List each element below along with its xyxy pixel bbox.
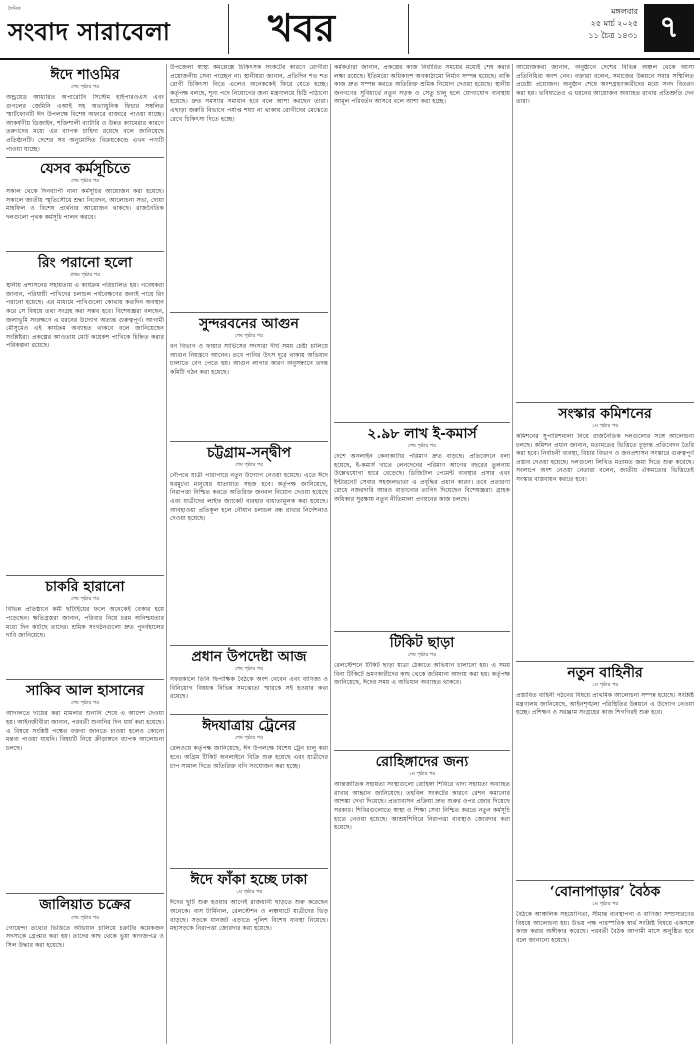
article [170, 445, 328, 642]
continuation-note: ১ম পৃষ্ঠার পর [408, 771, 436, 778]
divider [516, 402, 694, 403]
divider [170, 868, 328, 869]
continuation-note: শেষ পৃষ্ঠার পর [71, 700, 99, 707]
continuation-note: শেষ পৃষ্ঠার পর [408, 443, 436, 450]
article-body: গোয়েন্দা তথ্যের ভিত্তিতে অভিযান চালিয়ে চক্রটির কয়েকজন সদস্যকে গ্রেপ্তার করা হয়। তাদের কাছ থেকে ভুয়া কাগজপত্র ও সিল উদ্ধার করা হয়েছে। [6, 924, 164, 949]
continuation-note: শেষ পৃষ্ঠার পর [235, 333, 263, 340]
column-rule [330, 64, 331, 1044]
headline: ‘বোনাপাড়ার’ বৈঠক [549, 884, 661, 901]
divider [170, 714, 328, 715]
date-bn: ১১ চৈত্র ১৪৩১ [588, 31, 638, 40]
column-3 [334, 64, 510, 1044]
divider [6, 893, 164, 894]
divider [6, 157, 164, 158]
continuation-note: শেষ পৃষ্ঠার পর [235, 462, 263, 469]
continuation-note: ১ম পৃষ্ঠার পর [591, 901, 619, 908]
article-body: অন্ড্রয়েড আধারিত অপারেটিং সিস্টেম হাইপারওএস এবং গুগলের জেমিনি এআই সহ অত্যাধুনিক ফিচার সম্বলিত স্মার্টফোনটি ঈদ উপলক্ষে বিশেষ অফারে বাজারে পাওয়া যাচ্ছে। আকর্ষণীয় ডিজাইন, শক্তিশালী ব্যাটারি ও উন্নত ক্যামেরার কারণে তরুণদের মধ্যে এর ব্যাপক চাহিদা রয়েছে বলে জানিয়েছে প্রতিষ্ঠানটি। দেশের সব অনুমোদিত বিক্রয়কেন্দ্রে এখন পণ্যটি পাওয়া যাচ্ছে। [6, 94, 164, 153]
divider [170, 441, 328, 442]
continuation-note: শেষ পৃষ্ঠার পর [235, 735, 263, 742]
headline: চাকরি হারানো [45, 579, 125, 596]
divider [516, 880, 694, 881]
article-body: বৈঠকে আঞ্চলিক সহযোগিতা, সীমান্ত ব্যবস্থাপনা ও বাণিজ্য সম্প্রসারণের বিষয়ে আলোচনা হয়। উভয় পক্ষ পারস্পরিক স্বার্থ সংশ্লিষ্ট বিষয়ে একসঙ্গে কাজ করার অঙ্গীকার করেছে। পরবর্তী বৈঠক আগামী মাসে অনুষ্ঠিত হবে বলে জানানো হয়েছে। [516, 911, 694, 945]
article-body: আয়োজকরা জানান, অনুষ্ঠানে দেশের বিভিন্ন অঞ্চল থেকে আসা প্রতিনিধিরা অংশ নেন। বক্তারা বলেন, সমাজের উন্নয়নে সবার সম্মিলিত প্রচেষ্টা প্রয়োজন। অনুষ্ঠান শেষে অংশগ্রহণকারীদের মধ্যে সনদ বিতরণ করা হয়। ভবিষ্যতেও এ ধরনের আয়োজন অব্যাহত রাখার প্রতিশ্রুতি দেন তারা। [516, 64, 694, 106]
paper-tag: দৈনিক [8, 6, 21, 12]
article-body: প্রস্তাবিত বাহিনী গঠনের বিষয়ে প্রাথমিক আলোচনা সম্পন্ন হয়েছে। সংশ্লিষ্ট মন্ত্রণালয় জানিয়েছে, আইনশৃঙ্খলা পরিস্থিতির উন্নয়নে এ উদ্যোগ নেওয়া হচ্ছে। প্রশিক্ষণ ও সরঞ্জাম সংগ্রহের কাজ শিগগিরই শুরু হবে। [516, 692, 694, 717]
continuation-note: শেষ পৃষ্ঠার পর [408, 652, 436, 659]
continuation-note: শেষ পৃষ্ঠার পর [71, 914, 99, 921]
dateline [478, 6, 638, 42]
column-2 [170, 64, 328, 1044]
article [334, 64, 510, 419]
article [6, 67, 164, 154]
article [170, 718, 328, 865]
headline: ঈদে শাওমির [50, 67, 120, 83]
divider [334, 750, 510, 751]
headline: ঈদযাত্রায় ট্রেনের [202, 718, 296, 735]
article [516, 884, 694, 1044]
column-4 [516, 64, 694, 1044]
article-body: বিভিন্ন প্রতিষ্ঠানে কর্মী ছাঁটাইয়ের ফলে অনেকেই বেকার হয়ে পড়েছেন। ক্ষতিগ্রস্তরা জানান, পরিবার নিয়ে চরম অনিশ্চয়তার মধ্যে দিন কাটছে তাদের। শ্রমিক সংগঠনগুলো দ্রুত পুনর্বহালের দাবি জানিয়েছে। [6, 606, 164, 640]
article [334, 426, 510, 628]
article [516, 406, 694, 658]
continuation-note: শেষ পৃষ্ঠার পর [71, 84, 99, 91]
article-body: উপজেলা স্বাস্থ্য কমপ্লেক্সে চিকিৎসক সংকটের কারণে রোগীরা প্রয়োজনীয় সেবা পাচ্ছেন না। স্থানীয়রা জানান, প্রতিদিন শত শত রোগী চিকিৎসা নিতে এলেও অনেককেই ফিরে যেতে হচ্ছে। কর্তৃপক্ষ বলছে, শূন্য পদে নিয়োগের জন্য মন্ত্রণালয়ে চিঠি পাঠানো হয়েছে। দ্রুত সমস্যার সমাধান হবে বলে আশা করছেন তারা। এছাড়া জরুরি বিভাগে পর্যাপ্ত শয্যা না থাকায় রোগীদের মেঝেতে রেখে চিকিৎসা দিতে হচ্ছে। [170, 64, 328, 123]
article-body: কমিশনের সুপারিশমালা নিয়ে রাজনৈতিক দলগুলোর সঙ্গে আলোচনা চলছে। কমিশন প্রধান জানান, মতামতের ভিত্তিতে চূড়ান্ত প্রতিবেদন তৈরি করা হবে। নির্বাচনী ব্যবস্থা, বিচার বিভাগ ও জনপ্রশাসন সংস্কারে গুরুত্বপূর্ণ প্রস্তাব দেওয়া হয়েছে। দলগুলো লিখিত মতামত জমা দিতে শুরু করেছে। সংলাপে অংশ নেওয়া নেতারা বলেন, জাতীয় ঐকমত্যের ভিত্তিতেই সংস্কার বাস্তবায়ন করতে হবে। [516, 433, 694, 484]
headline: সুন্দরবনের আগুন [199, 316, 299, 332]
article [6, 161, 164, 248]
divider [516, 661, 694, 662]
article-body: কর্মকর্তারা জানান, প্রকল্পের কাজ নির্ধারিত সময়ের মধ্যেই শেষ করার লক্ষ্য রয়েছে। ইতিমধ্যে অধিকাংশ অবকাঠামো নির্মাণ সম্পন্ন হয়েছে। বাকি কাজ দ্রুত সম্পন্ন করতে অতিরিক্ত শ্রমিক নিয়োগ দেওয়া হয়েছে। স্থানীয় জনগণের সুবিধার্থে নতুন সড়ক ও সেতু চালু হলে যোগাযোগ ব্যবস্থায় আমূল পরিবর্তন আসবে বলে আশা করা হচ্ছে। [334, 64, 510, 106]
continuation-note: শেষ পৃষ্ঠার পর [71, 596, 99, 603]
divider [334, 422, 510, 423]
article-body: রেলওয়ে কর্তৃপক্ষ জানিয়েছে, ঈদ উপলক্ষে বিশেষ ট্রেন চালু করা হবে। অগ্রিম টিকিট অনলাইনে বিক্রি শুরু হয়েছে এবং যাত্রীদের চাপ সামাল দিতে অতিরিক্ত বগি সংযোজন করা হচ্ছে। [170, 745, 328, 770]
article [6, 897, 164, 984]
continuation-note: শেষ পৃষ্ঠার পর [71, 178, 99, 185]
masthead-divider [228, 4, 229, 54]
column-rule [512, 64, 513, 1044]
continuation-note: ১ম পৃষ্ঠার পর [591, 423, 619, 430]
column-rule [166, 64, 167, 1044]
article-body: সকাল থেকে দিনব্যাপী নানা কর্মসূচির আয়োজন করা হয়েছে। সকালে জাতীয় স্মৃতিসৌধে শ্রদ্ধা নিবেদন, আলোচনা সভা, দোয়া মাহফিল ও বিশেষ প্রার্থনার আয়োজন থাকছে। রাজনৈতিক দলগুলো পৃথক কর্মসূচি পালন করবে। [6, 188, 164, 221]
article-body: আন্তর্জাতিক সহায়তা সংস্থাগুলো রোহিঙ্গা শিবিরে খাদ্য সহায়তা অব্যাহত রাখার আহ্বান জানিয়েছে। তহবিল সংকটের কারণে রেশন কমানোর আশঙ্কা দেখা দিয়েছে। প্রত্যাবাসন প্রক্রিয়া দ্রুত শুরুর ওপর জোর দিয়েছে সরকার। শিবিরগুলোতে স্বাস্থ্য ও শিক্ষা সেবা নিশ্চিত করতে নতুন কর্মসূচি হাতে নেওয়া হয়েছে। আশ্রয়শিবিরে নিরাপত্তা ব্যবস্থাও জোরদার করা হয়েছে। [334, 781, 510, 832]
headline: ঈদে ফাঁকা হচ্ছে ঢাকা [190, 872, 308, 889]
article [334, 635, 510, 747]
divider [6, 251, 164, 252]
continuation-note: প্রথম পৃষ্ঠার পর [70, 272, 100, 279]
article [6, 683, 164, 890]
headline: ২.৯৮ লাখ ই-কমার্স [367, 426, 477, 442]
article [170, 649, 328, 711]
article [170, 316, 328, 438]
divider [6, 679, 164, 680]
headline: সংস্কার কমিশনের [558, 406, 652, 422]
article [170, 64, 328, 309]
headline: রোহিঙ্গাদের জন্য [375, 754, 469, 771]
headline: রিং পরানো হলো [37, 255, 133, 272]
article [170, 872, 328, 1044]
article [6, 579, 164, 676]
continuation-note: ১ম পৃষ্ঠার পর [591, 682, 619, 689]
article-body: নৌপথে যাত্রী পারাপারে নতুন উদ্যোগ নেওয়া হয়েছে। এতে ঈদে ঘরমুখো মানুষের যাতায়াত সহজ হবে। কর্তৃপক্ষ জানিয়েছে, নিরাপত্তা নিশ্চিত করতে অতিরিক্ত জনবল নিয়োগ দেওয়া হয়েছে এবং যাত্রীদের লাইফ জ্যাকেট ব্যবহার বাধ্যতামূলক করা হয়েছে। আবহাওয়া প্রতিকূল হলে নৌযান চলাচল বন্ধ রাখার নির্দেশনাও দেওয়া হয়েছে। [170, 472, 328, 523]
article [334, 754, 510, 1031]
masthead [0, 0, 700, 60]
headline: যেসব কর্মসূচিতে [39, 161, 131, 178]
article-body: ঈদের ছুটি শুরু হওয়ার আগেই রাজধানী ছাড়তে শুরু করেছেন অনেকে। বাস টার্মিনাল, রেলস্টেশন ও লঞ্চঘাটে যাত্রীদের ভিড় বাড়ছে। সড়কে যানজট এড়াতে পুলিশ বিশেষ ব্যবস্থা নিয়েছে। মহাসড়কে নিরাপত্তা জোরদার করা হয়েছে। [170, 899, 328, 933]
page-number: ৭ [644, 4, 694, 52]
article [6, 255, 164, 572]
column-1 [6, 64, 164, 1044]
continuation-note: ১ম পৃষ্ঠার পর [235, 889, 263, 896]
headline: চট্টগ্রাম-সন্দ্বীপ [207, 445, 291, 462]
headline: সাকিব আল হাসানের [26, 683, 144, 700]
article-body: রেলস্টেশনে টিকিট ছাড়া যাত্রা ঠেকাতে অভিযান চালানো হয়। এ সময় বিনা টিকিটে ভ্রমণকারীদের কাছ থেকে জরিমানা আদায় করা হয়। কর্তৃপক্ষ জানিয়েছে, ঈদের সময় এ অভিযান অব্যাহত থাকবে। [334, 662, 510, 687]
section-title: খবর [268, 5, 336, 50]
headline: জালিয়াত চক্রের [39, 897, 131, 914]
article [516, 665, 694, 877]
article-body: স্থানীয় প্রশাসনের সহায়তায় এ কার্যক্রম পরিচালিত হয়। গবেষকরা জানান, পরিযায়ী পাখিদের চলাচল পর্যবেক্ষণের জন্যই পায়ে রিং পরানো হয়েছে। এর মাধ্যমে পাখিগুলো কোথায় কতদিন অবস্থান করে সে বিষয়ে তথ্য সংগ্রহ করা সম্ভব হবে। বিশেষজ্ঞরা বলছেন, জলাভূমি সংরক্ষণে এ ধরনের উদ্যোগ অত্যন্ত গুরুত্বপূর্ণ। আগামী মৌসুমেও এই কার্যক্রম অব্যাহত থাকবে বলে জানিয়েছেন সংশ্লিষ্টরা। প্রকল্পের আওতায় মোট কয়েকশ পাখিকে চিহ্নিত করার পরিকল্পনা রয়েছে। [6, 282, 164, 350]
divider [334, 631, 510, 632]
article-body: আদালতে দায়ের করা মামলার শুনানি শেষে এ আদেশ দেওয়া হয়। আইনজীবীরা জানান, পরবর্তী শুনানির দিন ধার্য করা হয়েছে। এ বিষয়ে সংশ্লিষ্ট পক্ষের বক্তব্য জানতে চাওয়া হলেও কোনো মন্তব্য পাওয়া যায়নি। বিষয়টি নিয়ে ক্রীড়াঙ্গনে ব্যাপক আলোচনা চলছে। [6, 710, 164, 752]
headline: নতুন বাহিনীর [567, 665, 643, 682]
headline: প্রধান উপদেষ্টা আজ [191, 649, 307, 666]
continuation-note: শেষ পৃষ্ঠার পর [235, 666, 263, 673]
headline: টিকিট ছাড়া [389, 635, 455, 652]
article-body: সফরকালে তিনি দ্বিপাক্ষিক বৈঠকে অংশ নেবেন এবং বাণিজ্য ও বিনিয়োগ বিষয়ক বিভিন্ন সমঝোতা স্মারকে সই হওয়ার কথা রয়েছে। [170, 676, 328, 701]
article-body: দেশে অনলাইন কেনাকাটার পরিমাণ দ্রুত বাড়ছে। প্রতিবেদনে বলা হয়েছে, ই-কমার্স খাতে লেনদেনের পরিমাণ আগের বছরের তুলনায় উল্লেখযোগ্য হারে বেড়েছে। ডিজিটাল পেমেন্ট ব্যবস্থার প্রসার এবং ইন্টারনেট সেবার সহজলভ্যতা এ প্রবৃদ্ধির প্রধান কারণ। তবে প্রতারণা রোধে নজরদারি আরও বাড়ানোর তাগিদ দিয়েছেন বিশেষজ্ঞরা। গ্রাহক অধিকার সুরক্ষায় নতুন নীতিমালা প্রণয়নের কাজ চলছে। [334, 453, 510, 504]
paper-name: সংবাদ সারাবেলা [8, 17, 171, 46]
masthead-divider [408, 4, 409, 54]
divider [170, 312, 328, 313]
divider [6, 575, 164, 576]
article [516, 64, 694, 399]
divider [170, 645, 328, 646]
date-en: ২৫ মার্চ ২০২৫ [590, 19, 638, 28]
day: মঙ্গলবার [611, 7, 638, 16]
article-body: বন বিভাগ ও ফায়ার সার্ভিসের সদস্যরা দীর্ঘ সময় চেষ্টা চালিয়ে আগুন নিয়ন্ত্রণে আনেন। তবে পানির উৎস দূরে থাকায় অভিযান চালাতে বেগ পেতে হয়। আগুন লাগার কারণ অনুসন্ধানে তদন্ত কমিটি গঠন করা হয়েছে। [170, 343, 328, 376]
